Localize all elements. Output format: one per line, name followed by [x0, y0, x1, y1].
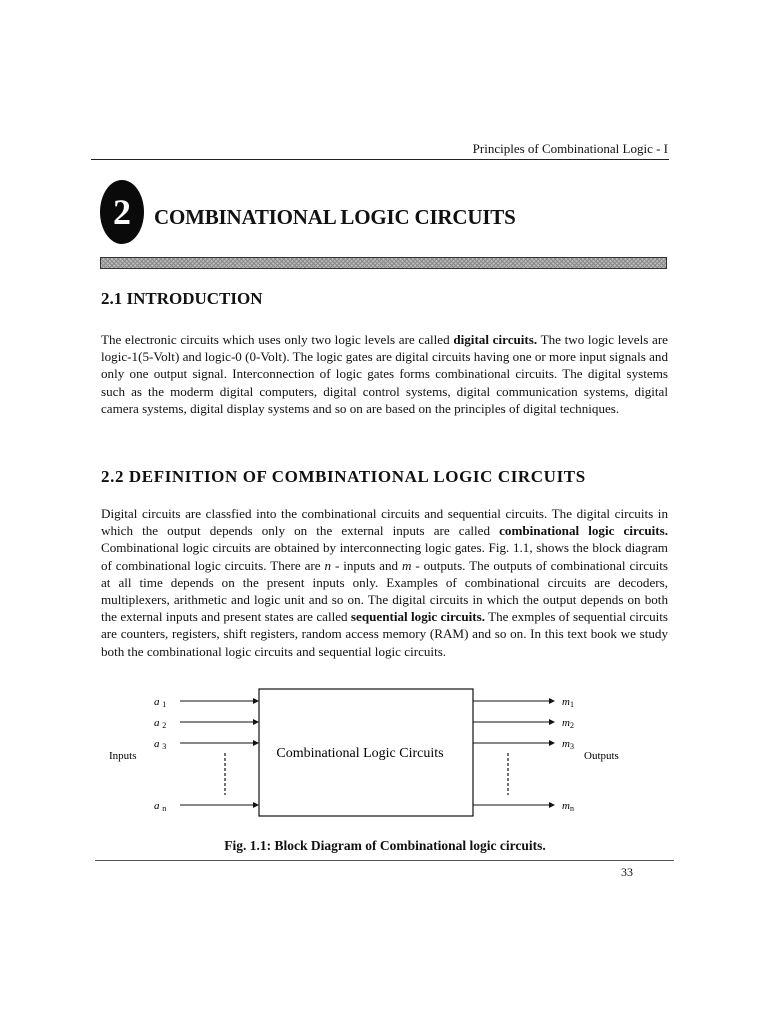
text-run: Digital circuits are classfied into the combinational circuits and sequential circuits. The digital circuits in which the output depends only on the external inputs are called [101, 506, 668, 539]
input-label-2: a 2 [154, 717, 167, 730]
block-label: Combinational Logic Circuits [276, 746, 444, 761]
page-number: 33 [621, 865, 633, 879]
section-heading-definition: 2.2 DEFINITION OF COMBINATIONAL LOGIC CIRCUITS [101, 467, 586, 486]
text-run: The exmples of sequential circuits are counters, registers, shift registers, random access memory (RAM) and so on. In this text book we study both the combinational logic circuits and sequential logic circuits. [101, 609, 668, 659]
chapter-number-badge: 2 [100, 180, 144, 244]
running-head: Principles of Combinational Logic - I [472, 141, 668, 156]
input-label-3: a 3 [154, 738, 167, 751]
text-run: - inputs and [331, 557, 402, 573]
input-label-n: a n [154, 800, 167, 813]
header-rule [91, 159, 669, 160]
block-diagram [100, 685, 640, 825]
introduction-paragraph [101, 331, 668, 417]
outputs-label: Outputs [584, 750, 619, 762]
text-run: - outputs. The outputs of combinational circuits at all time depends on the present inputs only. Examples of combinational circuits are decoders, multiplexers, arithmetic and logic unit and so on. The digital circuits in which the output depends on both the external inputs and present states are called [101, 557, 668, 625]
inputs-label: Inputs [109, 750, 137, 762]
text-run: Combinational logic circuits are obtained by interconnecting logic gates. Fig. 1.1, shows the block diagram of combinational logic circuits. There are [101, 540, 668, 573]
decorative-pattern-bar [100, 257, 667, 269]
term-digital-circuits: digital circuits. [453, 332, 538, 347]
var-m: m [401, 557, 412, 573]
text-run: The electronic circuits which uses only two logic levels are called [101, 332, 454, 347]
output-label-2: m2 [562, 717, 574, 730]
output-label-3: m3 [562, 738, 574, 751]
output-label-1: m1 [562, 696, 574, 709]
figure-caption: Fig. 1.1: Block Diagram of Combinational logic circuits. [224, 838, 546, 853]
input-label-1: a 1 [154, 696, 167, 709]
definition-paragraph [101, 505, 668, 660]
section-heading-introduction: 2.1 INTRODUCTION [101, 289, 263, 308]
block-diagram-svg [100, 685, 640, 825]
var-n: n [324, 557, 332, 573]
term-combinational-logic-circuits: combinational logic circuits. [499, 523, 668, 539]
term-sequential-logic-circuits: sequential logic circuits. [350, 609, 486, 625]
text-run: The two logic levels are logic-1(5-Volt) and logic-0 (0-Volt). The logic gates are digital circuits having one or more input signals and only one output signal. Interconnection of logic gates forms combinational circuits. The digital systems such as the moderm digital computers, digital control systems, digital communication systems, digital camera systems, digital display systems and so on are based on the principles of digital techniques. [101, 332, 668, 416]
output-label-n: mn [562, 800, 574, 813]
chapter-title: COMBINATIONAL LOGIC CIRCUITS [154, 205, 516, 229]
footer-rule [95, 860, 674, 861]
